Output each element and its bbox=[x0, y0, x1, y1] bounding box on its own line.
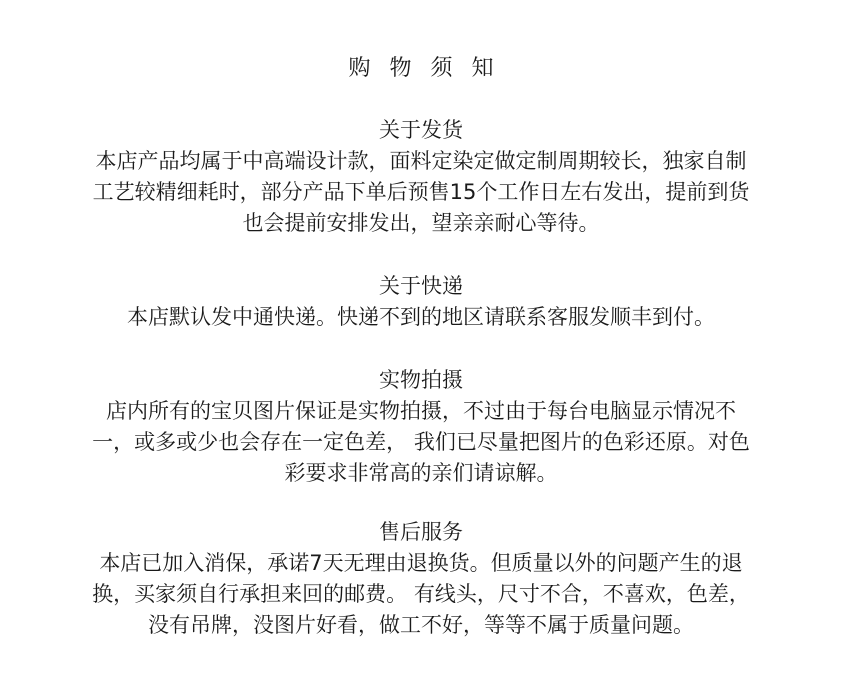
section-line: 本店默认发中通快递。快递不到的地区请联系客服发顺丰到付。 bbox=[127, 305, 715, 329]
section-line: 工艺较精细耗时，部分产品下单后预售15个工作日左右发出，提前到货 bbox=[92, 180, 750, 204]
section-line: 彩要求非常高的亲们请谅解。 bbox=[284, 461, 558, 485]
page-title: 购 物 须 知 bbox=[348, 56, 500, 81]
section-photos bbox=[40, 365, 802, 489]
section-heading: 关于发货 bbox=[379, 118, 463, 142]
section-line: 本店已加入消保，承诺7天无理由退换货。但质量以外的问题产生的退 bbox=[99, 551, 743, 575]
section-heading: 实物拍摄 bbox=[379, 368, 463, 392]
section-line: 一，或多或少也会存在一定色差， 我们已尽量把图片的色彩还原。对色 bbox=[92, 430, 750, 454]
section-line: 也会提前安排发出，望亲亲耐心等待。 bbox=[242, 211, 600, 235]
section-after-sales bbox=[40, 517, 802, 641]
section-line: 店内所有的宝贝图片保证是实物拍摄，不过由于每台电脑显示情况不 bbox=[106, 399, 736, 423]
section-shipping bbox=[40, 115, 802, 239]
section-heading: 售后服务 bbox=[379, 520, 463, 544]
section-line: 没有吊牌，没图片好看，做工不好，等等不属于质量问题。 bbox=[148, 613, 694, 637]
section-line: 换，买家须自行承担来回的邮费。 有线头，尺寸不合，不喜欢，色差， bbox=[92, 582, 750, 606]
section-express bbox=[40, 271, 802, 333]
section-line: 本店产品均属于中高端设计款，面料定染定做定制周期较长，独家自制 bbox=[95, 149, 747, 173]
section-heading: 关于快递 bbox=[379, 274, 463, 298]
